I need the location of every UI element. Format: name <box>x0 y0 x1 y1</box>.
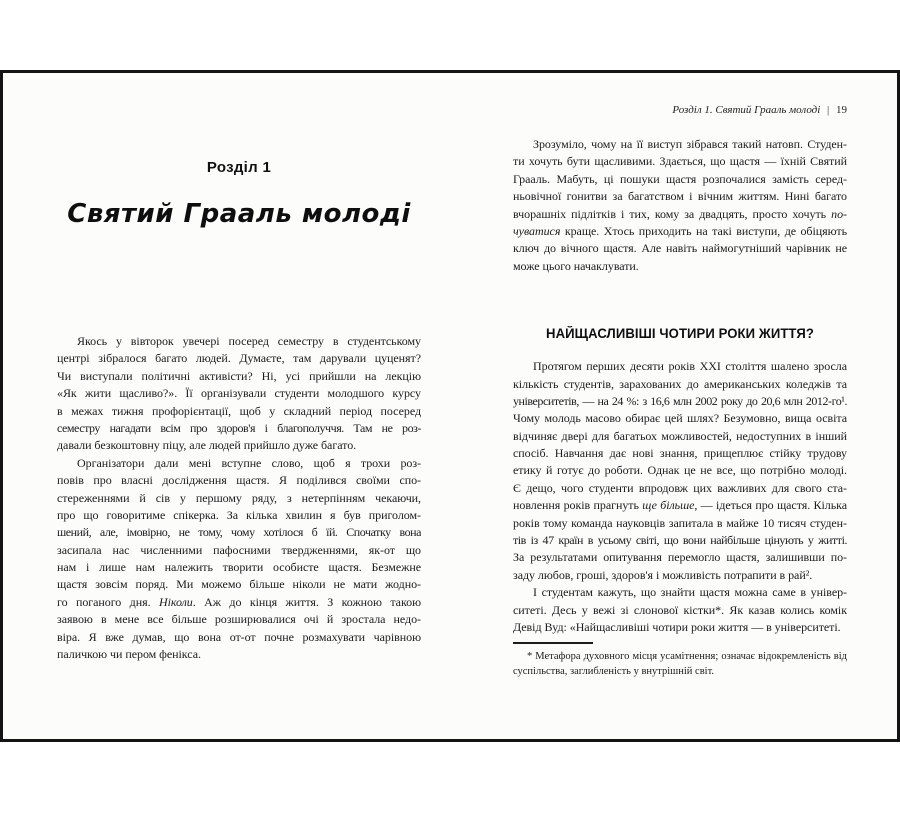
left-page <box>57 73 421 739</box>
text-line: років тому команда науковців запитала в майже 10 тисяч студен- <box>513 515 847 530</box>
paragraph <box>513 358 847 584</box>
text-line: ти хочуть бути щасливими. Здається, що щастя — їхній Святий <box>513 154 847 169</box>
text-line: давали безкоштовну піцу, але людей прийшло дуже багато. <box>57 438 357 453</box>
text-line: етику й готує до роботи. Однак це не все, що потрібно молоді. <box>513 463 847 478</box>
text-line: Є дещо, чого студенти впродовж цих важливих для свого ста- <box>513 480 847 495</box>
paragraph <box>513 584 847 636</box>
text-line: засипала нас численними пафосними твердженнями, як-от що <box>57 542 421 557</box>
intro-paragraphs <box>513 136 847 275</box>
text-line: Протягом перших десяти років XXI століття шалено зросла <box>533 359 847 374</box>
page-number: 19 <box>836 104 847 116</box>
text-line: кількість студентів, зарахованих до американських коледжів та <box>513 376 847 391</box>
text-line: суспільства, заглибленість у внутрішній світ. <box>513 666 715 678</box>
text-line: Якось у вівторок увечері посеред семестру в студентському <box>77 334 421 348</box>
text-line: ньовічної гонитви за багатством і вічним життям. Нині багато <box>513 189 847 204</box>
chapter-title: Святий Грааль молоді <box>67 199 411 229</box>
text-line: повів про власні дослідження щастя. Я поділився своїми спо- <box>57 473 421 488</box>
text-line: шений, але, імовірно, не тому, чому хотілося б їй. Спочатку вона <box>57 525 421 540</box>
text-line: заду любов, гроші, здоров'я і можливість потрапити в рай². <box>513 567 813 582</box>
text-line: За результатами опитування перемогло щастя, залишивши по- <box>513 550 847 565</box>
section-heading: НАЙЩАСЛИВІШІ ЧОТИРИ РОКИ ЖИТТЯ? <box>546 326 814 342</box>
text-line: чуватися краще. Хтось приходить на такі виступи, де обіцяють <box>513 223 847 238</box>
text-line: відчиняє двері для багатьох можливостей, недоступних в інший <box>513 428 847 443</box>
footnote-rule <box>513 642 593 644</box>
text-line: новлення років прагнуть ще більше, — ідеться про щастя. Кілька <box>513 498 847 513</box>
running-header-separator: | <box>827 104 830 116</box>
text-line: Чому молодь масово обирає цей шлях? Безумовно, вища освіта <box>513 411 847 426</box>
text-line: віра. Я вже думав, що вона от-от почне розмахувати чарівною <box>57 629 421 644</box>
left-page-body <box>57 333 421 663</box>
paragraph <box>57 333 421 455</box>
text-line: Організатори дали мені вступне слово, щоб я трохи роз- <box>77 455 421 470</box>
footnote-text <box>513 649 847 679</box>
text-line: «Як жити щасливо?». Її організували студенти молодшого курсу <box>57 386 421 401</box>
text-line: Чи виступали політичні активісти? Ні, усі прийшли на лекцію <box>57 368 421 383</box>
section-paragraphs <box>513 358 847 636</box>
text-line: семестру нагадати всім про здоров'я і благополуччя. Там не роз- <box>57 420 421 435</box>
text-line: може цього начаклувати. <box>513 258 639 273</box>
text-line: І студентам кажуть, що знайти щастя можна саме в універ- <box>533 585 847 600</box>
text-line: * Метафора духовного місця усамітнення; означає відокремленість від <box>527 651 847 663</box>
text-line: стереженнями й сів у першому ряду, з нетерпінням чекаючи, <box>57 490 421 505</box>
text-line: центрі зібралося багато людей. Думаєте, там дарували цуценят? <box>57 351 421 366</box>
paragraph <box>513 136 847 275</box>
text-line: нам і лише нам належить творити особисте щастя. Безмежне <box>57 560 421 575</box>
text-line: паличкою чи пером фенікса. <box>57 647 201 662</box>
paragraph <box>57 455 421 664</box>
paragraph <box>513 649 847 679</box>
text-line: університетів, — на 24 %: з 16,6 млн 2002 року до 20,6 млн 2012-го¹. <box>513 393 847 408</box>
chapter-label: Розділ 1 <box>206 159 272 176</box>
text-line: про що говоритиме спікерка. За кілька хвилин я був приголом- <box>57 507 421 522</box>
right-page <box>513 73 847 739</box>
text-line: в межах тижня профорієнтації, щоб у складний період посеред <box>57 403 421 418</box>
footnote <box>513 642 847 679</box>
running-header <box>513 104 847 116</box>
text-line: щастя зовсім поряд. Ми можемо більше ніколи не мати жодно- <box>57 577 421 592</box>
running-header-title: Розділ 1. Святий Грааль молоді <box>672 104 821 116</box>
text-line: вчорашніх підлітків і тих, кому за двадцять, просто хочуть по- <box>513 206 847 221</box>
text-line: спосіб. Навчання дає нові знання, прищеплює стійку трудову <box>513 446 847 461</box>
text-line: Зрозуміло, чому на її виступ зібрався такий натовп. Студен- <box>533 137 847 151</box>
text-line: тів із 47 країн в усьому світі, що вони найбільше цінують у житті. <box>513 533 847 548</box>
text-line: Грааль. Мабуть, ці пошуки щастя розпочалися замість серед- <box>513 171 847 186</box>
text-line: ключ до вічного щастя. Але навіть наймогутніший чарівник не <box>513 241 847 256</box>
text-line: го поганого дня. Ніколи. Аж до кінця життя. З кожною такою <box>57 594 421 609</box>
page-frame <box>0 70 900 742</box>
text-line: ситеті. Десь у вежі зі слонової кістки*. Як казав колись комік <box>513 602 847 617</box>
text-line: Девід Вуд: «Найщасливіші чотири роки життя — в університеті. <box>513 619 841 634</box>
right-page-body <box>513 136 847 679</box>
text-line: заявою в мене все більше розширювалися очі й зростала недо- <box>57 612 421 627</box>
